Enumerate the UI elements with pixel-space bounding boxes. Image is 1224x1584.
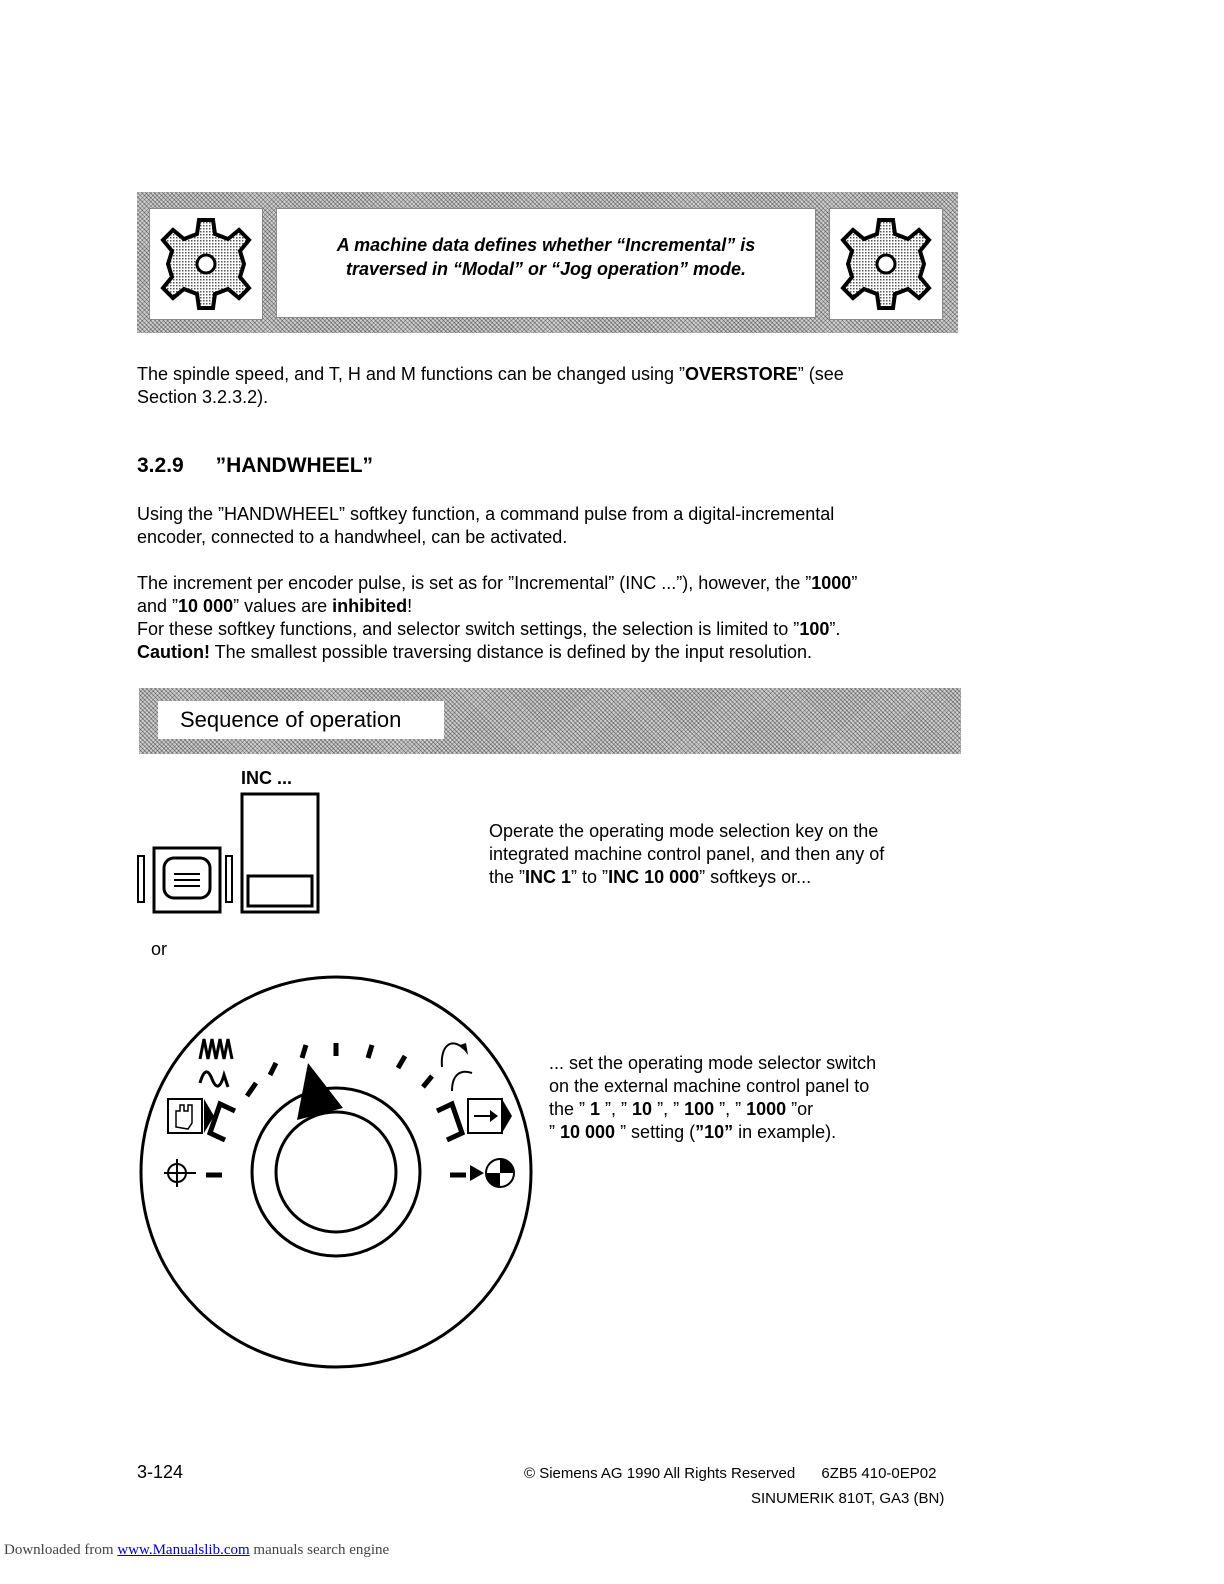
inc-l3-bold: 100: [799, 619, 830, 639]
overstore-pre: The spindle speed, and T, H and M functions can be changed using ”: [137, 364, 686, 384]
download-post: manuals search engine: [249, 1542, 390, 1558]
step2-line-3: the ” 1 ”, ” 10 ”, ” 100 ”, ” 1000 ”or: [549, 1099, 814, 1119]
monitor-icon: [164, 858, 210, 898]
download-footer: [4, 1542, 389, 1559]
step1-l3-b1: INC 1: [525, 867, 572, 887]
inc-l1-pre: The increment per encoder pulse, is set as for ”Incremental” (INC ...”), however, the ”: [137, 573, 812, 593]
download-pre: Downloaded from: [4, 1542, 118, 1558]
copyright: [524, 1465, 936, 1482]
sequence-header-bar: [139, 688, 961, 754]
doc-number: 6ZB5 410-0EP02: [821, 1465, 937, 1482]
product-name: SINUMERIK 810T, GA3 (BN): [751, 1490, 945, 1507]
softkey-label: INC ...: [241, 768, 293, 788]
section-number: 3.2.9: [137, 454, 184, 477]
intro-line-1: Using the ”HANDWHEEL” softkey function, a command pulse from a digital-incremental: [137, 504, 835, 524]
step2-line-1: ... set the operating mode selector switch: [549, 1053, 877, 1073]
inc-l2-bold1: 10 000: [178, 596, 234, 616]
inc-l4-bold: Caution!: [137, 642, 210, 662]
softkey-inc-window: [248, 876, 312, 906]
dial-knob-center: [276, 1112, 396, 1232]
inc-l2-post: !: [407, 596, 413, 616]
manualslib-link[interactable]: www.Manualslib.com: [117, 1542, 250, 1558]
inc-l1-bold: 1000: [811, 573, 852, 593]
step2-text: [549, 1052, 949, 1144]
gear-panel-left: [149, 208, 263, 320]
gear-icon: [150, 209, 262, 319]
gear-panel-right: [829, 208, 943, 320]
note-line-2: traversed in “Modal” or “Jog operation” mode.: [345, 259, 747, 279]
intro-paragraph: [137, 503, 957, 549]
inc-l3-pre: For these softkey functions, and selector switch settings, the selection is limited to ”: [137, 619, 800, 639]
panel-bar-left: [138, 856, 144, 902]
overstore-bold: OVERSTORE: [685, 364, 798, 384]
inc-l1-post: ”: [851, 573, 858, 593]
sequence-header-text: Sequence of operation: [180, 707, 402, 732]
step1-l3-pre: the ”: [489, 867, 526, 887]
gear-icon: [830, 209, 942, 319]
inc-l3-post: ”.: [829, 619, 841, 639]
section-heading: [137, 454, 373, 478]
page-number: 3-124: [137, 1462, 184, 1482]
copyright-text: © Siemens AG 1990 All Rights Reserved: [524, 1465, 796, 1482]
control-panel-illustration: [130, 790, 330, 920]
inc-l2-pre: and ”: [137, 596, 179, 616]
overstore-paragraph: [137, 363, 937, 409]
section-title: ”HANDWHEEL”: [215, 454, 374, 477]
step1-line-1: Operate the operating mode selection key on the: [489, 821, 879, 841]
step1-l3-mid: ” to ”: [571, 867, 609, 887]
intro-line-2: encoder, connected to a handwheel, can be activated.: [137, 527, 568, 547]
note-line-1: A machine data defines whether “Incremental” is: [336, 235, 756, 255]
selector-switch-dial[interactable]: [130, 975, 550, 1395]
increment-paragraph: [137, 572, 957, 664]
step2-line-4: ” 10 000 ” setting (”10” in example).: [549, 1122, 837, 1142]
panel-bar-mid: [226, 856, 232, 902]
inc-l4-post: The smallest possible traversing distance is defined by the input resolution.: [209, 642, 812, 662]
step1-line-2: integrated machine control panel, and then any of: [489, 844, 885, 864]
sequence-header: [158, 701, 444, 739]
inc-l2-mid: ” values are: [233, 596, 333, 616]
note-text: [276, 208, 816, 318]
inc-l2-bold2: inhibited: [332, 596, 408, 616]
overstore-line-2: Section 3.2.3.2).: [137, 387, 269, 407]
step1-text: [489, 820, 929, 889]
step1-l3-b2: INC 10 000: [608, 867, 700, 887]
step1-l3-post: ” softkeys or...: [699, 867, 812, 887]
overstore-post: ” (see: [797, 364, 844, 384]
or-text: or: [151, 939, 168, 959]
step2-line-2: on the external machine control panel to: [549, 1076, 870, 1096]
note-box: [137, 192, 958, 333]
